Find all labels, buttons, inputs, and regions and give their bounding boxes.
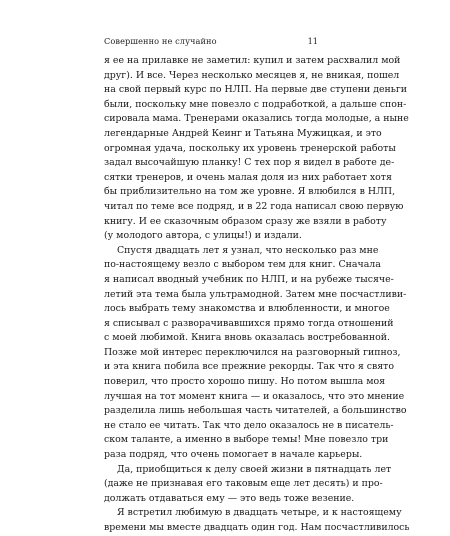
paragraph <box>104 506 410 535</box>
text-line: книгу. И ее сказочным образом сразу же взяли в работу <box>104 215 387 227</box>
text-line: читал по теме все подряд, и в 22 года написал свою первую <box>104 200 404 212</box>
text-line: Спустя двадцать лет я узнал, что несколько раз мне <box>117 244 379 256</box>
text-line: Да, приобщиться к делу своей жизни в пятнадцать лет <box>117 463 392 475</box>
text-line: я ее на прилавке не заметил: купил и затем расхвалил мой <box>104 55 401 66</box>
text-line: времени мы вместе двадцать один год. Нам посчастливилось <box>104 522 410 533</box>
text-line: лучшая на тот момент книга — и оказалось, что это мнение <box>104 390 405 402</box>
text-line: (даже не признавая его таковым еще лет десять) и про- <box>104 478 383 490</box>
text-line: на свой первый курс по НЛП. На первые две ступени деньги <box>104 84 408 96</box>
paragraph <box>104 54 409 244</box>
text-line: друг). И все. Через несколько месяцев я, не вникая, пошел <box>104 69 400 81</box>
body-text <box>104 54 410 536</box>
text-line: должать отдаваться ему — это ведь тоже везение. <box>104 492 355 504</box>
text-line: сировала мама. Тренерами оказались тогда молодые, а ныне <box>104 113 409 125</box>
text-line: Я встретил любимую в двадцать четыре, и к настоящему <box>117 507 402 519</box>
text-line: по-настоящему везло с выбором тем для книг. Сначала <box>104 259 381 271</box>
text-line: (у молодого автора, с улицы!) и издали. <box>104 230 302 242</box>
running-title: Совершенно не случайно <box>104 36 217 46</box>
text-line: Позже мой интерес переключился на разговорный гипноз, <box>104 346 401 358</box>
text-line: не стало ее читать. Так что дело оказалось не в писатель- <box>104 419 394 431</box>
paragraph <box>104 244 407 463</box>
text-line: поверил, что просто хорошо пишу. Но потом вышла моя <box>104 376 386 388</box>
text-line: сятки тренеров, и очень малая доля из них работает хотя <box>104 171 392 183</box>
text-line: легендарные Андрей Кеинг и Татьяна Мужицкая, и это <box>104 127 382 139</box>
text-line: раза подряд, что очень помогает в начале карьеры. <box>104 449 363 461</box>
text-line: лось выбрать тему знакомства и влюбленности, и многое <box>104 303 390 315</box>
text-line: с моей любимой. Книга вновь оказалась востребованной. <box>104 332 390 344</box>
text-line: и эта книга побила все прежние рекорды. Так что я свято <box>104 361 394 373</box>
text-line: я написал вводный учебник по НЛП, и на рубеже тысяче- <box>104 273 394 285</box>
text-line: разделила лишь небольшая часть читателей, а большинство <box>104 405 407 417</box>
text-line: ском таланте, а именно в выборе темы! Мне повезло три <box>104 434 389 446</box>
paragraph <box>104 463 392 507</box>
running-header <box>104 34 318 48</box>
text-line: были, поскольку мне повезло с подработкой, а дальше спон- <box>104 98 407 110</box>
text-line: летий эта тема была ультрамодной. Затем мне посчастливи- <box>104 288 407 300</box>
text-line: я списывал с разворачивавшихся прямо тогда отношений <box>104 317 394 329</box>
text-line: бы приблизительно на том же уровне. Я влюбился в НЛП, <box>104 186 396 198</box>
text-line: огромная удача, поскольку их уровень тренерской работы <box>104 142 396 154</box>
text-line: задал высочайшую планку! С тех пор я видел в работе де- <box>104 157 395 169</box>
page-number: 11 <box>307 36 318 46</box>
